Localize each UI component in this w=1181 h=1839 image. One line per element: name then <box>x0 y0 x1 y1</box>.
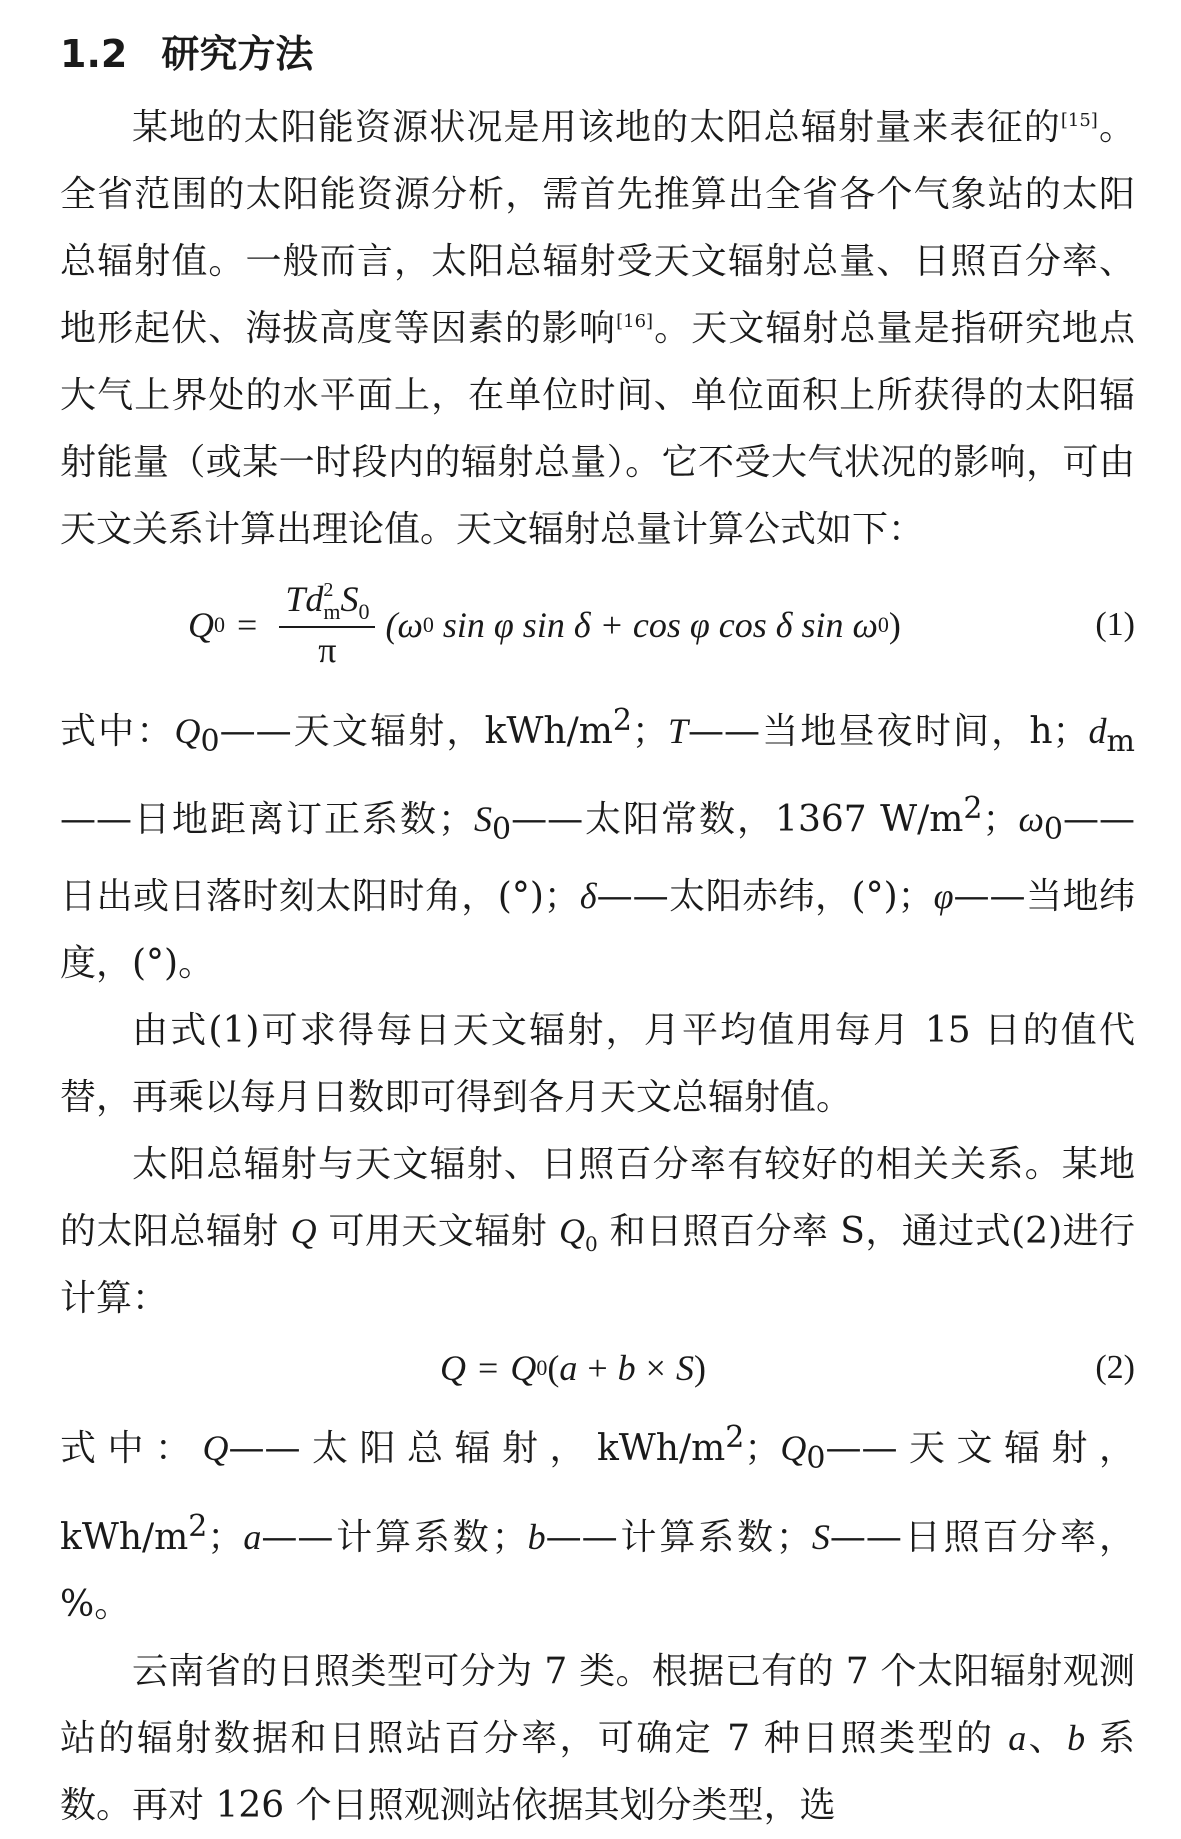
defs1-s0-desc: ——太阳常数，1367 W/m <box>511 799 964 841</box>
defs1-dm: d <box>1088 711 1107 751</box>
defs2-q0-sup: 2 <box>188 1508 208 1544</box>
eq2-equals: = <box>478 1348 499 1389</box>
defs1-phi: φ <box>933 876 954 917</box>
defs2-q-desc: ——太阳总辐射，kWh/m <box>228 1428 726 1470</box>
defs1-s0-sub: 0 <box>491 812 512 848</box>
eq2-plus: + <box>587 1348 608 1389</box>
equation-2-definitions <box>60 1404 1135 1637</box>
equation-2 <box>60 1332 1135 1404</box>
eq1-num-sub: m <box>323 598 341 624</box>
citation-16: [16] <box>616 311 654 332</box>
equation-1-number: (1) <box>1095 606 1135 643</box>
defs1-sep1: ； <box>631 711 668 752</box>
section-number: 1.2 <box>60 32 128 76</box>
defs1-q0-sub: 0 <box>200 724 220 760</box>
equation-2-body <box>440 1332 706 1404</box>
defs1-q0-sup: 2 <box>612 703 632 738</box>
defs2-a: a <box>243 1516 262 1557</box>
defs1-phi-desc: ——当地纬度，(°)。 <box>60 876 1135 985</box>
para3-text-c: 和日照百分率 S，通过式(2)进行计算： <box>60 1211 1136 1320</box>
defs1-s0-sup: 2 <box>963 791 983 827</box>
defs2-b-desc: ——计算系数； <box>545 1516 812 1558</box>
defs2-sep1: ； <box>744 1428 781 1470</box>
eq1-num-sup: 2 <box>323 578 334 601</box>
eq1-num-s-sub: 0 <box>358 598 370 624</box>
equation-2-number: (2) <box>1095 1349 1135 1387</box>
para3-text-b: 可用天文辐射 <box>316 1211 560 1253</box>
equation-1-definitions <box>60 687 1135 997</box>
eq1-rhs-mid: sin φ sin δ + cos φ cos δ sin ω <box>433 605 878 645</box>
eq1-numerator <box>279 579 375 628</box>
defs2-q0-sub: 0 <box>806 1441 826 1477</box>
section-heading <box>60 22 1135 86</box>
defs1-t-desc: ——当地昼夜时间，h； <box>688 711 1089 752</box>
eq1-rhs-sub1: 0 <box>422 612 434 637</box>
paragraph-3 <box>60 1131 1135 1332</box>
para4-text-a: 云南省的日照类型可分为 7 类。根据已有的 7 个太阳辐射观测站的辐射数据和日照站百分率，可确定 7 种日照类型的 <box>60 1650 1135 1759</box>
defs1-delta: δ <box>579 876 597 917</box>
para4-text-c: 系数。再对 126 个日照观测站依据其划分类型，选 <box>60 1717 1135 1826</box>
defs2-q0-desc: ——天文辐射，kWh/m <box>60 1428 1135 1558</box>
paragraph-4 <box>60 1638 1135 1839</box>
para1-text-c: 。天文辐射总量是指研究地点大气上界处的水平面上，在单位时间、单位面积上所获得的太阳辐射能量（或某一时段内的辐射总量）。它不受大气状况的影响，可由天文关系计算出理论值。天文辐射总量计算公式如下： <box>60 308 1135 550</box>
defs1-w0-sub: 0 <box>1043 812 1063 848</box>
eq1-lhs: Q <box>188 605 214 645</box>
eq1-rhs-sub2: 0 <box>877 612 889 637</box>
eq1-num-s: S <box>340 578 359 619</box>
para1-text-b: 。全省范围的太阳能资源分析，需首先推算出全省各个气象站的太阳总辐射值。一般而言，太阳总辐射受天文辐射总量、日照百分率、地形起伏、海拔高度等因素的影响 <box>60 107 1135 349</box>
defs2-s: S <box>811 1516 830 1557</box>
para3-text-a: 太阳总辐射与天文辐射、日照百分率有较好的相关关系。某地的太阳总辐射 <box>60 1144 1135 1253</box>
defs1-q0: Q <box>174 711 201 751</box>
paragraph-2: 由式(1)可求得每日天文辐射，月平均值用每月 15 日的值代替，再乘以每月日数即可得到各月天文总辐射值。 <box>60 1010 1135 1119</box>
defs2-b: b <box>527 1516 546 1557</box>
eq1-rhs-open: (ω <box>385 605 423 645</box>
eq2-paren-close: ) <box>693 1348 706 1389</box>
defs2-q-sup: 2 <box>725 1420 745 1456</box>
eq2-times: × <box>645 1348 666 1389</box>
defs2-a-desc: ——计算系数； <box>261 1516 528 1558</box>
eq2-paren-open: ( <box>547 1348 560 1389</box>
defs2-sep2: ； <box>207 1516 244 1558</box>
citation-15: [15] <box>1060 110 1098 131</box>
paper-page <box>60 22 1135 1839</box>
para3-q0-sub: 0 <box>585 1232 598 1257</box>
eq1-fraction <box>279 579 375 672</box>
defs1-q0-desc: ——天文辐射，kWh/m <box>219 711 613 752</box>
eq2-b: b <box>617 1348 636 1389</box>
eq2-q0-sub: 0 <box>536 1355 548 1381</box>
equation-1 <box>60 563 1135 687</box>
defs1-w0: ω <box>1018 799 1044 840</box>
eq2-lhs: Q <box>440 1348 466 1389</box>
para3-q: Q <box>290 1211 317 1252</box>
defs1-dm-desc: ——日地距离订正系数； <box>60 799 474 841</box>
defs2-prefix: 式中： <box>60 1428 203 1470</box>
eq1-denominator: π <box>318 630 337 671</box>
para1-text-a: 某地的太阳能资源状况是用该地的太阳总辐射量来表征的 <box>132 107 1061 148</box>
para4-text-b: 、 <box>1026 1717 1068 1759</box>
defs2-s-desc: ——日照百分率，%。 <box>60 1516 1135 1625</box>
eq1-equals: = <box>237 605 258 645</box>
defs1-sep2: ； <box>982 799 1019 841</box>
defs1-delta-desc: ——太阳赤纬，(°)； <box>596 876 934 918</box>
eq2-s: S <box>675 1348 694 1389</box>
defs1-prefix: 式中： <box>60 711 175 752</box>
eq2-q0: Q <box>510 1348 537 1389</box>
eq2-a: a <box>559 1348 578 1389</box>
eq1-num-td: Td <box>285 578 324 619</box>
defs1-dm-sub: m <box>1106 724 1135 760</box>
defs1-t: T <box>667 711 689 751</box>
para3-q0: Q <box>559 1211 586 1252</box>
para4-b: b <box>1067 1717 1086 1758</box>
defs1-w0-desc: ——日出或日落时刻太阳时角，(°)； <box>60 799 1135 918</box>
para4-a: a <box>1008 1717 1027 1758</box>
defs1-s0: S <box>473 799 492 840</box>
eq1-rhs-close: ) <box>888 605 901 645</box>
eq1-lhs-sub: 0 <box>214 612 225 637</box>
paragraph-1 <box>60 94 1135 563</box>
defs2-q0: Q <box>780 1428 807 1469</box>
section-title: 研究方法 <box>161 32 314 76</box>
defs2-q: Q <box>202 1428 229 1469</box>
equation-1-body <box>188 563 901 687</box>
